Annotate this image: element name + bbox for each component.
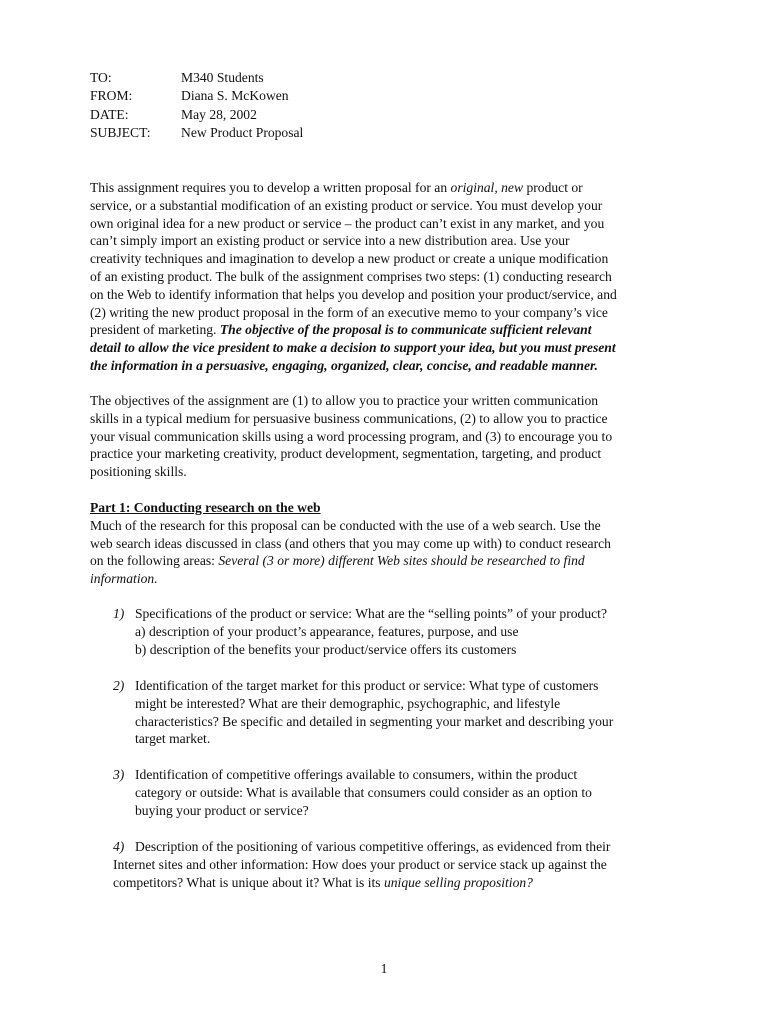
text-line: service, or a substantial modification of an existing product or service. You must develop your (90, 197, 603, 213)
list-body (135, 677, 613, 748)
text-run: This assignment requires you to develop a written proposal for an (90, 180, 451, 195)
text-line: Internet sites and other information: How does your product or service stack up against the (113, 856, 607, 872)
text-line: web search ideas discussed in class (and others that you may come up with) to conduct research (90, 535, 611, 551)
memo-date-row (90, 106, 303, 124)
text-line: (2) writing the new product proposal in the form of an executive memo to your company’s vice (90, 304, 608, 320)
page-number: 1 (380, 961, 388, 976)
text-line (90, 552, 680, 570)
text-line: a) description of your product’s appearance, features, purpose, and use (135, 623, 519, 639)
text-line: practice your marketing creativity, product development, segmentation, targeting, and product (90, 446, 602, 462)
text-line: positioning skills. (90, 464, 187, 480)
part1-heading: Part 1: Conducting research on the web (90, 500, 321, 515)
list-body (113, 838, 611, 891)
memo-from-value: Diana S. McKowen (181, 88, 289, 104)
list-number: 3) (113, 767, 125, 782)
text-run: on the following areas: (90, 553, 219, 569)
text-line: detail to allow the vice president to make a decision to support your idea, but you must present (90, 340, 616, 356)
text-line: target market. (135, 731, 211, 747)
memo-to-label: TO: (90, 70, 112, 85)
memo-to-row (90, 69, 303, 87)
text-line (90, 321, 680, 339)
text-line: your visual communication skills using a word processing program, and (3) to encourage you to (90, 428, 613, 444)
text-run: product or (523, 180, 583, 195)
text-run-italic: original, new (450, 180, 524, 195)
memo-to-value: M340 Students (181, 70, 264, 85)
text-line: skills in a typical medium for persuasive business communications, (2) to allow you to practice (90, 410, 608, 426)
text-line: Identification of competitive offerings available to consumers, within the product (135, 767, 578, 782)
memo-header (90, 69, 303, 142)
memo-from-row (90, 87, 303, 105)
intro-paragraph (90, 179, 680, 375)
list-body (135, 766, 592, 819)
text-line: might be interested? What are their demographic, psychographic, and lifestyle (135, 695, 561, 711)
text-line: information. (90, 571, 158, 587)
text-line: category or outside: What is available that consumers could consider as an option to (135, 784, 592, 800)
list-number: 4) (113, 839, 125, 854)
text-line: Description of the positioning of various competitive offerings, as evidenced from their (135, 839, 611, 854)
memo-subject-value: New Product Proposal (181, 124, 304, 140)
text-line: the information in a persuasive, engaging, organized, clear, concise, and readable manner. (90, 357, 598, 373)
text-run-italic: unique selling proposition? (383, 874, 533, 890)
memo-date-label: DATE: (90, 106, 129, 122)
memo-date-value: May 28, 2002 (181, 106, 257, 122)
text-line: b) description of the benefits your product/service offers its customers (135, 641, 517, 657)
text-line: on the Web to identify information that helps you develop and position your product/service, and (90, 286, 617, 302)
memo-subject-label: SUBJECT: (90, 124, 151, 140)
text-line: Specifications of the product or service: What are the “selling points” of your product? (135, 606, 607, 621)
part1-section (90, 499, 680, 588)
text-line: Much of the research for this proposal can be conducted with the use of a web search. Use the (90, 517, 601, 533)
text-line: characteristics? Be specific and detailed in segmenting your market and describing your (135, 713, 614, 729)
text-line: can’t simply import an existing product or service into a new distribution area. Use your (90, 233, 570, 249)
memo-from-label: FROM: (90, 88, 133, 104)
text-run: competitors? What is unique about it? What is its (113, 874, 384, 890)
text-line: of an existing product. The bulk of the assignment comprises two steps: (1) conducting research (90, 268, 612, 284)
text-line: The objectives of the assignment are (1) to allow you to practice your written communication (90, 393, 599, 408)
text-line (113, 874, 610, 892)
list-number: 1) (113, 606, 125, 621)
list-number: 2) (113, 678, 125, 693)
text-line (90, 179, 680, 197)
text-run-bold-italic: The objective of the proposal is to communicate sufficient relevant (219, 322, 592, 338)
text-line: Identification of the target market for this product or service: What type of customers (135, 678, 599, 693)
text-run-italic: Several (3 or more) different Web sites should be researched to find (218, 553, 585, 569)
memo-subject-row (90, 124, 303, 142)
text-line: buying your product or service? (135, 802, 309, 818)
text-line: creativity techniques and imagination to develop a new product or create a unique modification (90, 251, 609, 267)
objectives-paragraph (90, 392, 680, 481)
list-body (135, 605, 607, 658)
text-run: president of marketing. (90, 322, 220, 338)
text-line: own original idea for a new product or service – the product can’t exist in any market, and you (90, 215, 605, 231)
